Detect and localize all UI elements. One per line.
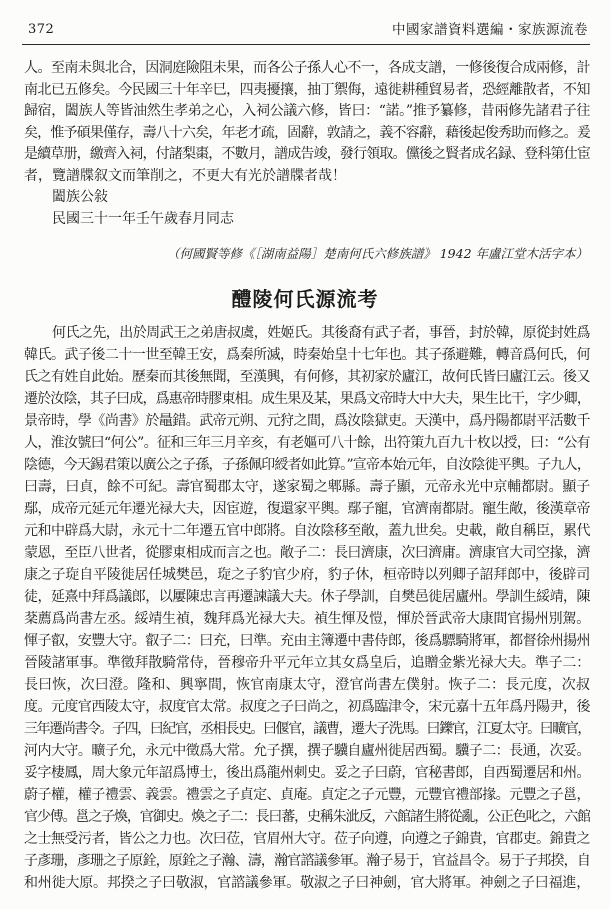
preface-date: 民國三十一年壬午歲春月同志	[52, 210, 234, 227]
article-line: 之士無受污者，皆公之力也。次曰莅，官眉州大守。莅子向遵，向遵之子錦貴，官郡吏。錦貴之	[24, 831, 590, 847]
article-line: 和州徙大原。邦揆之子曰敬淑，官諮議參軍。敬淑之子曰神劍，官大將軍。神劍之子曰福進，	[24, 875, 590, 891]
article-line: 人，淮汝號曰“何公”。征和三年三月辛亥，有老嫗可八十餘，出符策九百九十枚以授，曰：“公有	[24, 435, 590, 451]
article-line: 何氏之先，出於周武王之弟唐叔虞，姓姬氏。其後裔有武子者，事晉，封於韓，原從封姓爲	[52, 325, 590, 341]
source-citation: （何國賢等修《［湖南益陽］楚南何氏六修族譜》 1942 年盧江堂木活字本）	[166, 246, 588, 261]
article-line: 官少傅。邕之子煥，官御史。煥之子二：長曰蕃，史稱朱泚反，六館諸生將從亂，公正色叱之，六館	[24, 809, 590, 825]
article-line: 氏之有姓自此始。歷秦而其後無聞，至漢興，有何修，其初家於廬江，故何氏皆曰廬江云。後又	[24, 369, 590, 385]
article-line: 陰德，今天錫君策以廣公之子孫，子孫佩印綬者如此算。”宣帝本始元年，自汝陰徙平輿。子九人，	[24, 457, 590, 473]
article-title: 醴陵何氏源流考	[231, 287, 379, 311]
article-line: 河内大守。曠子允，永元中徵爲大常。允子撰，撰子驥自廬州徙居西蜀。驥子二：長通，次妥。	[24, 743, 590, 759]
preface-line: 歸宿，闔族人等皆油然生孝弟之心，入祠公議六修，皆曰：“諾。”推予纂修，昔兩修先諸君子往	[24, 103, 590, 119]
article-line: 鄢，成帝元延元年遷光禄大夫，因宦遊，復還家平輿。鄢子寵，官濟南都尉。寵生敞，後漢章帝	[24, 501, 590, 517]
article-line: 度。元度官西陵太守，叔度官太常。叔度之子曰尚之，初爲臨津令，宋元嘉十五年爲丹陽尹，後	[24, 699, 590, 715]
article-line: 蔚子權，權子禮雲、義雲。禮雲之子貞定、貞庵。貞定之子元豐，元豐官禮部掾。元豐之子邕，	[24, 787, 590, 803]
article-line: 晉陵諸軍事。準徵拜散騎常侍，晉穆帝升平元年立其女爲皇后，追贈金紫光禄大夫。準子二：	[24, 655, 590, 671]
article-line: 惲子叡，安豐大守。叡子二：曰充，曰準。充由主簿遷中書侍郎，後爲驃騎將軍，都督徐州揚州	[24, 633, 590, 649]
article-line: 子彥珊，彥珊之子原銓，原銓之子瀚、濤，瀚官諮議參軍。瀚子易于，官益昌令。易于子邦揆，自	[24, 853, 590, 869]
article-line: 三年遷尚書令。子四，曰紀官，丞相長史。曰偃官，議曹，遷大子洗馬。曰鑠官，江夏太守。曰曠官，	[24, 721, 590, 737]
article-line: 元和中辟爲大尉，永元十二年遷五官中郎將。自汝陰移至敞，蓋九世矣。史載，敞自稱臣，累代	[24, 523, 590, 539]
article-line: 長曰恢，次曰澄。隆和、興寧間，恢官南康太守，澄官尚書左僕射。恢子二：長元度，次叔	[24, 677, 590, 693]
article-line: 康之子琁自平陵徙居任城樊邑，琁之子豹官少府，豹子休，桓帝時以列卿子詔拜郎中，後辟司	[24, 567, 590, 583]
preface-line: 矣，惟予碩果僅存，壽八十六矣，年老才疏，固辭，敦請之，義不容辭，藉後起俊秀助而修之。爰	[24, 124, 590, 141]
preface-line: 者，覽譜牒叙文而筆削之，不更大有光於譜牒者哉！	[24, 167, 346, 184]
article-line: 妥字棲鳳，周大象元年詔爲博士，後出爲龍州刺史。妥之子曰蔚，官秘書郎，自西蜀遷居和州。	[24, 765, 590, 781]
header-rule	[22, 44, 590, 45]
article-line: 遷於汝陰，其子曰成，爲惠帝時膠東相。成生果及某，果爲文帝時大中大夫，果生比干，字少卿，	[24, 391, 590, 407]
preface-signature: 闔族公敍	[52, 189, 108, 205]
article-body	[24, 322, 590, 894]
preface-line: 人。至南未與北合，因洞庭險阻未果，而各公子孫人心不一，各成支譜，一修後復合成兩修，計	[24, 60, 590, 76]
preface-line: 是續草册，繳齊入祠，付諸梨棗，不數月，譜成告竣，發行領取。儻後之賢者成名録、登科第仕宦	[24, 146, 590, 162]
page-number: 372	[28, 22, 55, 37]
article-line: 蒙恩，至臣八世者，從膠東相成而言之也。敞子二：長曰濟康，次曰濟庸。濟康官大司空掾，濟	[24, 545, 590, 561]
article-line: 曰壽，曰貞，餘不可紀。壽官蜀郡太守，遂家蜀之郫縣。壽子顯，元帝永光中京輔都尉。顯子	[24, 479, 590, 495]
preface-block	[24, 58, 590, 230]
preface-line: 南北已五修矣。今民國三十年辛巳，四夷擾攘，抽丁禦侮，遠徙耕種貿易者，恐經離散者，不知	[24, 81, 590, 98]
article-line: 徒，延熹中拜爲議郎，以屢陳忠言再遷諫議大夫。休子學訓，自樊邑徙居廬州。學訓生綏靖，陳	[24, 589, 590, 605]
article-line: 韓氏。武子後二十一世至韓王安，爲秦所滅，時秦始皇十七年也。其子孫避難，轉音爲何氏，何	[24, 347, 590, 363]
article-line: 棻薦爲尚書左丞。綏靖生禎，魏拜爲光禄大夫。禎生惲及愷，惲於晉武帝大康間官揚州別駕。	[24, 611, 590, 627]
running-title: 中國家譜資料選編・家族源流卷	[392, 22, 588, 38]
article-line: 景帝時，學《尚書》於鼂錯。武帝元朔、元狩之間，爲汝陰獄吏。天漢中，爲丹陽都尉平活數千	[24, 413, 590, 429]
